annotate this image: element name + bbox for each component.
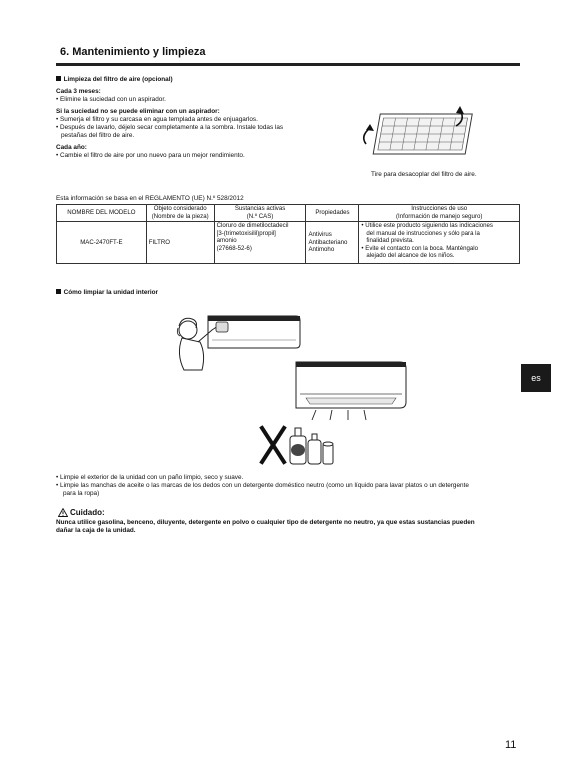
cell-object: FILTRO — [146, 222, 214, 264]
every3-text: • Elimine la suciedad con un aspirador. — [56, 96, 166, 103]
caution-text-line-1: Nunca utilice gasolina, benceno, diluyente, detergente en polvo o cualquier tipo de detergente no neutro, ya que estas sustancias pueden — [56, 519, 475, 526]
year-title: Cada año: — [56, 144, 87, 151]
section-rule — [56, 63, 520, 66]
dirt-line-3: pestañas del filtro de aire. — [61, 132, 135, 139]
indoor-bullet-2-line-2: para la ropa) — [63, 490, 100, 497]
dirt-title: Si la suciedad no se puede eliminar con un aspirador: — [56, 108, 220, 115]
filter-figure-caption: Tire para desacoplar del filtro de aire. — [371, 171, 477, 178]
regulation-header-row — [57, 205, 520, 222]
indoor-unit-illustration — [292, 358, 410, 420]
caution-text-line-2: dañar la caja de la unidad. — [56, 527, 136, 534]
warning-triangle-icon — [58, 508, 68, 517]
regulation-intro: Esta información se basa en el REGLAMENTO (UE) N.º 528/2012 — [56, 195, 244, 202]
bullet-square-icon — [56, 76, 61, 81]
air-filter-illustration — [356, 104, 474, 166]
indoor-bullet-1: • Limpie el exterior de la unidad con un paño limpio, seco y suave. — [56, 474, 244, 481]
header-object: Objeto considerado (Nombre de la pieza) — [146, 205, 214, 222]
year-text: • Cambie el filtro de aire por uno nuevo para un mejor rendimiento. — [56, 152, 245, 159]
bullet-square-icon — [56, 289, 61, 294]
page-number: 11 — [505, 739, 517, 751]
caution-title: Cuidado: — [70, 508, 105, 517]
cell-substance: Cloruro de dimetiloctadecil [3-(trimetoxisilil)propil] amonio (27668-52-6) — [214, 222, 306, 264]
indoor-bullet-2-line-1: • Limpie las manchas de aceite o las marcas de los dedos con un detergente doméstico neutro (como un líquido para lavar platos o un detergente — [56, 482, 469, 489]
filter-heading: Limpieza del filtro de aire (opcional) — [56, 76, 173, 84]
header-instructions: Instrucciones de uso (Información de manejo seguro) — [359, 205, 520, 222]
indoor-heading: Cómo limpiar la unidad interior — [56, 289, 158, 297]
no-chemicals-illustration — [258, 422, 348, 468]
regulation-table — [56, 204, 520, 264]
cell-properties: Antivirus Antibacteriano Antimoho — [306, 222, 359, 264]
cell-model: MAC-2470FT-E — [57, 222, 147, 264]
cross-icon — [262, 428, 284, 462]
section-title: 6. Mantenimiento y limpieza — [60, 46, 206, 58]
header-properties: Propiedades — [306, 205, 359, 222]
language-tab: es — [521, 364, 551, 392]
every3-title: Cada 3 meses: — [56, 88, 101, 95]
header-substance: Sustancias activas (N.º CAS) — [214, 205, 306, 222]
dirt-line-1: • Sumerja el filtro y su carcasa en agua templada antes de enjuagarlos. — [56, 116, 258, 123]
regulation-data-row — [57, 222, 520, 264]
header-model: NOMBRE DEL MODELO — [57, 205, 147, 222]
wiping-unit-illustration — [172, 310, 302, 372]
dirt-line-2: • Después de lavarlo, déjelo secar completamente a la sombra. Instale todas las — [56, 124, 284, 131]
cell-instructions: • Utilice este producto siguiendo las indicaciones del manual de instrucciones y sólo para la finalidad prevista. • Evite el contacto con la boca. Manténgalo alejado del alcance de los niños. — [359, 222, 520, 264]
